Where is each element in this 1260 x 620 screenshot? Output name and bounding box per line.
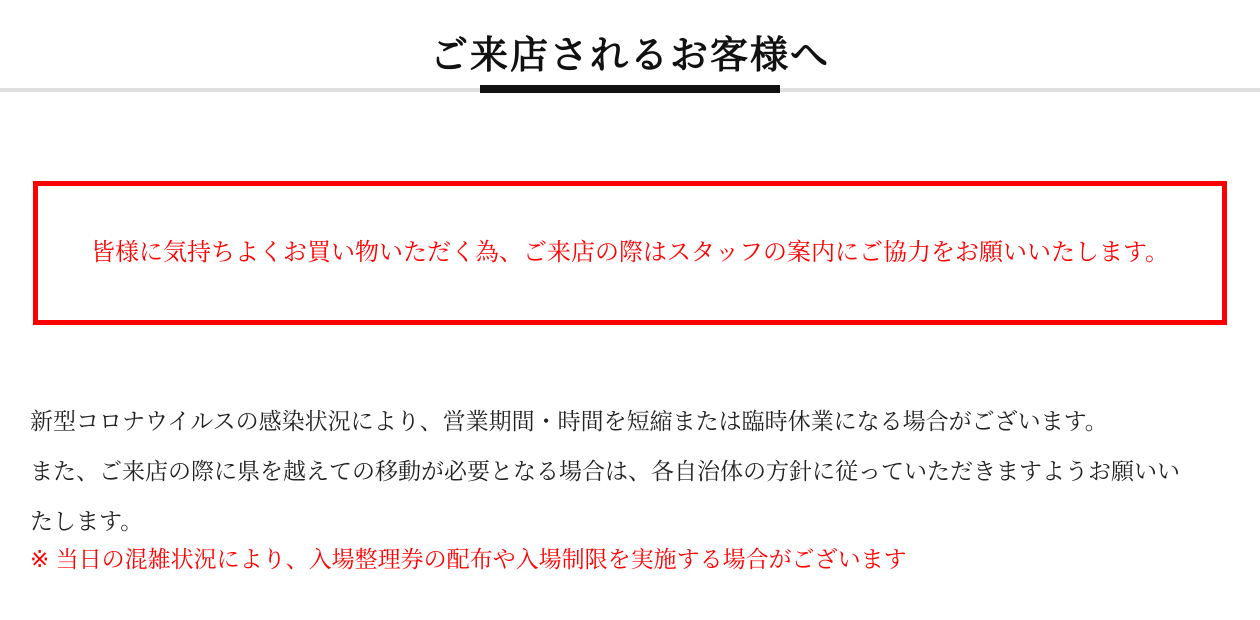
page-header — [0, 0, 1260, 93]
info-line-3: たします。 — [30, 508, 144, 534]
notice-text: 皆様に気持ちよくお買い物いただく為、ご来店の際はスタッフの案内にご協力をお願いいたします。 — [90, 239, 1170, 266]
info-line-1: 新型コロナウイルスの感染状況により、営業期間・時間を短縮または臨時休業になる場合がございます。 — [30, 408, 1108, 434]
caution-note: ※ 当日の混雑状況により、入場整理券の配布や入場制限を実施する場合がございます — [30, 546, 907, 572]
page-title: ご来店されるお客様へ — [429, 35, 830, 77]
notice-box — [33, 181, 1227, 325]
title-underline — [480, 85, 780, 93]
info-section — [30, 396, 1230, 584]
section-divider — [0, 85, 1260, 93]
info-line-2: また、ご来店の際に県を越えての移動が必要となる場合は、各自治体の方針に従っていただきますようお願いい — [30, 458, 1180, 484]
